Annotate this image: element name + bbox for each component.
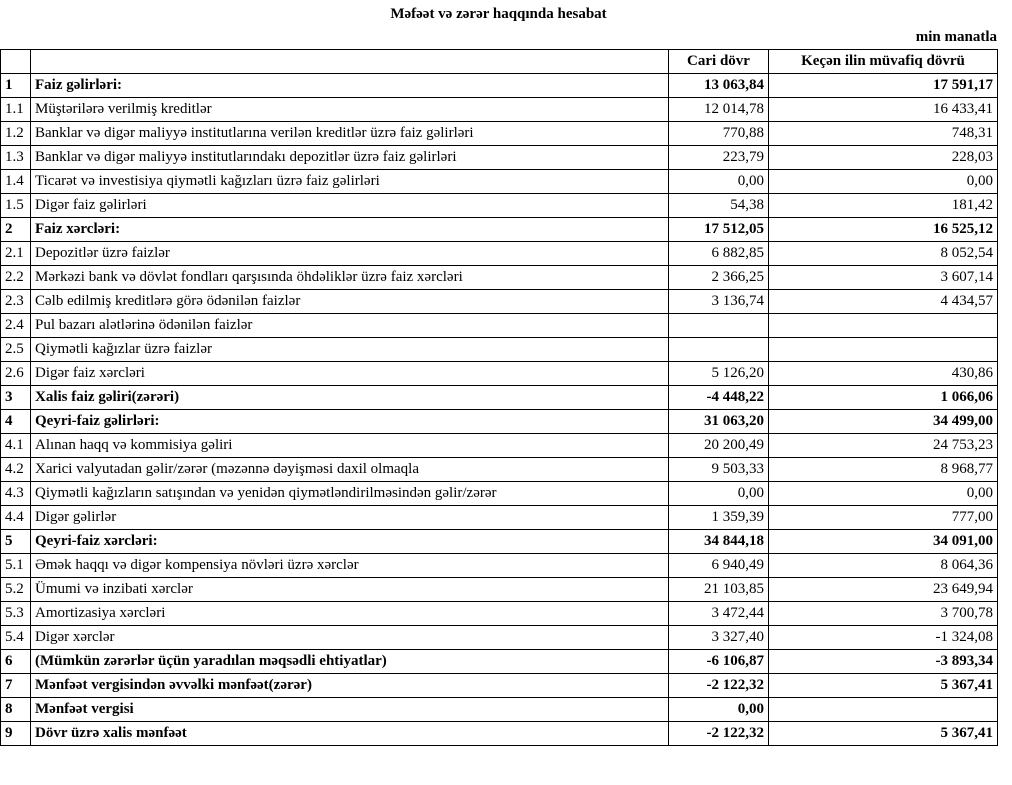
row-number: 4 (1, 410, 31, 434)
row-label: Qiymətli kağızlar üzrə faizlər (31, 338, 669, 362)
row-number: 4.1 (1, 434, 31, 458)
row-label: Xalis faiz gəliri(zərəri) (31, 386, 669, 410)
table-row (1, 530, 998, 554)
row-label: Amortizasiya xərcləri (31, 602, 669, 626)
unit-note: min manatla (915, 29, 997, 45)
table-row (1, 626, 998, 650)
row-number: 5.3 (1, 602, 31, 626)
table-row (1, 290, 998, 314)
row-current-value: 34 844,18 (669, 530, 769, 554)
table-row (1, 482, 998, 506)
table-row (1, 650, 998, 674)
row-previous-value: 1 066,06 (769, 386, 998, 410)
row-previous-value: 0,00 (769, 482, 998, 506)
row-current-value: 223,79 (669, 146, 769, 170)
row-label: Digər xərclər (31, 626, 669, 650)
row-current-value: 3 136,74 (669, 290, 769, 314)
row-number: 3 (1, 386, 31, 410)
row-current-value: 1 359,39 (669, 506, 769, 530)
row-label: Faiz xərcləri: (31, 218, 669, 242)
row-previous-value: -1 324,08 (769, 626, 998, 650)
row-previous-value: 430,86 (769, 362, 998, 386)
row-previous-value: 228,03 (769, 146, 998, 170)
row-current-value: 20 200,49 (669, 434, 769, 458)
row-previous-value: 3 700,78 (769, 602, 998, 626)
row-label: Müştərilərə verilmiş kreditlər (31, 98, 669, 122)
row-label: Qeyri-faiz gəlirləri: (31, 410, 669, 434)
row-current-value: 3 472,44 (669, 602, 769, 626)
row-label: Pul bazarı alətlərinə ödənilən faizlər (31, 314, 669, 338)
table-row (1, 722, 998, 746)
table-row (1, 698, 998, 722)
row-label: Qeyri-faiz xərcləri: (31, 530, 669, 554)
row-current-value: 5 126,20 (669, 362, 769, 386)
row-current-value: 2 366,25 (669, 266, 769, 290)
table-row (1, 170, 998, 194)
row-current-value: 13 063,84 (669, 74, 769, 98)
row-label: Digər faiz gəlirləri (31, 194, 669, 218)
row-number: 1.3 (1, 146, 31, 170)
table-row (1, 506, 998, 530)
header-number (1, 50, 31, 74)
row-current-value: 770,88 (669, 122, 769, 146)
row-current-value: 31 063,20 (669, 410, 769, 434)
row-label: (Mümkün zərərlər üçün yaradılan məqsədli ehtiyatlar) (31, 650, 669, 674)
row-label: Banklar və digər maliyyə institutlarındakı depozitlər üzrə faiz gəlirləri (31, 146, 669, 170)
table-row (1, 218, 998, 242)
row-current-value: 12 014,78 (669, 98, 769, 122)
row-number: 5.1 (1, 554, 31, 578)
row-number: 2.2 (1, 266, 31, 290)
row-label: Qiymətli kağızların satışından və yenidən qiymətləndirilməsindən gəlir/zərər (31, 482, 669, 506)
table-row (1, 386, 998, 410)
row-current-value: -2 122,32 (669, 722, 769, 746)
row-number: 4.3 (1, 482, 31, 506)
row-number: 7 (1, 674, 31, 698)
row-label: Əmək haqqı və digər kompensiya növləri üzrə xərclər (31, 554, 669, 578)
table-row (1, 362, 998, 386)
header-label (31, 50, 669, 74)
table-row (1, 98, 998, 122)
row-current-value: 6 882,85 (669, 242, 769, 266)
row-current-value (669, 314, 769, 338)
table-row (1, 146, 998, 170)
row-label: Digər faiz xərcləri (31, 362, 669, 386)
table-row (1, 554, 998, 578)
row-previous-value: 5 367,41 (769, 722, 998, 746)
row-label: Dövr üzrə xalis mənfəət (31, 722, 669, 746)
row-number: 5 (1, 530, 31, 554)
row-label: Banklar və digər maliyyə institutlarına verilən kreditlər üzrə faiz gəlirləri (31, 122, 669, 146)
row-number: 8 (1, 698, 31, 722)
row-number: 1.2 (1, 122, 31, 146)
table-row (1, 314, 998, 338)
row-number: 4.2 (1, 458, 31, 482)
row-previous-value: 748,31 (769, 122, 998, 146)
row-label: Cəlb edilmiş kreditlərə görə ödənilən faizlər (31, 290, 669, 314)
row-previous-value: 16 433,41 (769, 98, 998, 122)
row-number: 2.4 (1, 314, 31, 338)
row-label: Alınan haqq və kommisiya gəliri (31, 434, 669, 458)
row-previous-value: 34 091,00 (769, 530, 998, 554)
row-previous-value (769, 698, 998, 722)
row-number: 1.5 (1, 194, 31, 218)
table-row (1, 266, 998, 290)
row-label: Depozitlər üzrə faizlər (31, 242, 669, 266)
row-label: Faiz gəlirləri: (31, 74, 669, 98)
row-label: Mənfəət vergisi (31, 698, 669, 722)
row-previous-value (769, 338, 998, 362)
row-previous-value: 777,00 (769, 506, 998, 530)
row-previous-value: 8 968,77 (769, 458, 998, 482)
row-previous-value: 8 052,54 (769, 242, 998, 266)
table-header-row (1, 50, 998, 74)
row-number: 2.1 (1, 242, 31, 266)
row-previous-value: 0,00 (769, 170, 998, 194)
table-row (1, 434, 998, 458)
row-current-value (669, 338, 769, 362)
row-current-value: 0,00 (669, 170, 769, 194)
row-number: 6 (1, 650, 31, 674)
row-number: 5.4 (1, 626, 31, 650)
table-body (1, 74, 998, 746)
row-label: Digər gəlirlər (31, 506, 669, 530)
row-previous-value: 23 649,94 (769, 578, 998, 602)
row-number: 2.3 (1, 290, 31, 314)
header-current-period: Cari dövr (669, 50, 769, 74)
row-number: 5.2 (1, 578, 31, 602)
row-current-value: -6 106,87 (669, 650, 769, 674)
row-label: Ümumi və inzibati xərclər (31, 578, 669, 602)
table-row (1, 122, 998, 146)
table-row (1, 194, 998, 218)
row-previous-value: 34 499,00 (769, 410, 998, 434)
table-row (1, 410, 998, 434)
row-number: 1.1 (1, 98, 31, 122)
table-row (1, 578, 998, 602)
row-current-value: 21 103,85 (669, 578, 769, 602)
row-label: Mənfəət vergisindən əvvəlki mənfəət(zərər) (31, 674, 669, 698)
row-current-value: -4 448,22 (669, 386, 769, 410)
row-current-value: 0,00 (669, 482, 769, 506)
table-row (1, 674, 998, 698)
row-current-value: -2 122,32 (669, 674, 769, 698)
table-row (1, 74, 998, 98)
table-row (1, 242, 998, 266)
header-previous-period: Keçən ilin müvafiq dövrü (769, 50, 998, 74)
row-previous-value: 17 591,17 (769, 74, 998, 98)
row-previous-value: 181,42 (769, 194, 998, 218)
row-current-value: 6 940,49 (669, 554, 769, 578)
row-label: Ticarət və investisiya qiymətli kağızları üzrə faiz gəlirləri (31, 170, 669, 194)
row-previous-value: 24 753,23 (769, 434, 998, 458)
row-current-value: 0,00 (669, 698, 769, 722)
row-label: Xarici valyutadan gəlir/zərər (məzənnə dəyişməsi daxil olmaqla (31, 458, 669, 482)
row-previous-value: 16 525,12 (769, 218, 998, 242)
row-number: 1.4 (1, 170, 31, 194)
row-number: 1 (1, 74, 31, 98)
row-previous-value: 4 434,57 (769, 290, 998, 314)
row-previous-value: 5 367,41 (769, 674, 998, 698)
row-previous-value (769, 314, 998, 338)
table-row (1, 602, 998, 626)
table-row (1, 458, 998, 482)
row-previous-value: -3 893,34 (769, 650, 998, 674)
row-previous-value: 8 064,36 (769, 554, 998, 578)
row-number: 4.4 (1, 506, 31, 530)
row-current-value: 9 503,33 (669, 458, 769, 482)
row-previous-value: 3 607,14 (769, 266, 998, 290)
page-title: Məfəət və zərər haqqında hesabat (390, 6, 607, 22)
row-current-value: 54,38 (669, 194, 769, 218)
row-number: 2 (1, 218, 31, 242)
row-current-value: 17 512,05 (669, 218, 769, 242)
row-label: Mərkəzi bank və dövlət fondları qarşısında öhdəliklər üzrə faiz xərcləri (31, 266, 669, 290)
row-number: 2.5 (1, 338, 31, 362)
row-current-value: 3 327,40 (669, 626, 769, 650)
row-number: 9 (1, 722, 31, 746)
row-number: 2.6 (1, 362, 31, 386)
profit-loss-table (0, 49, 998, 746)
table-row (1, 338, 998, 362)
